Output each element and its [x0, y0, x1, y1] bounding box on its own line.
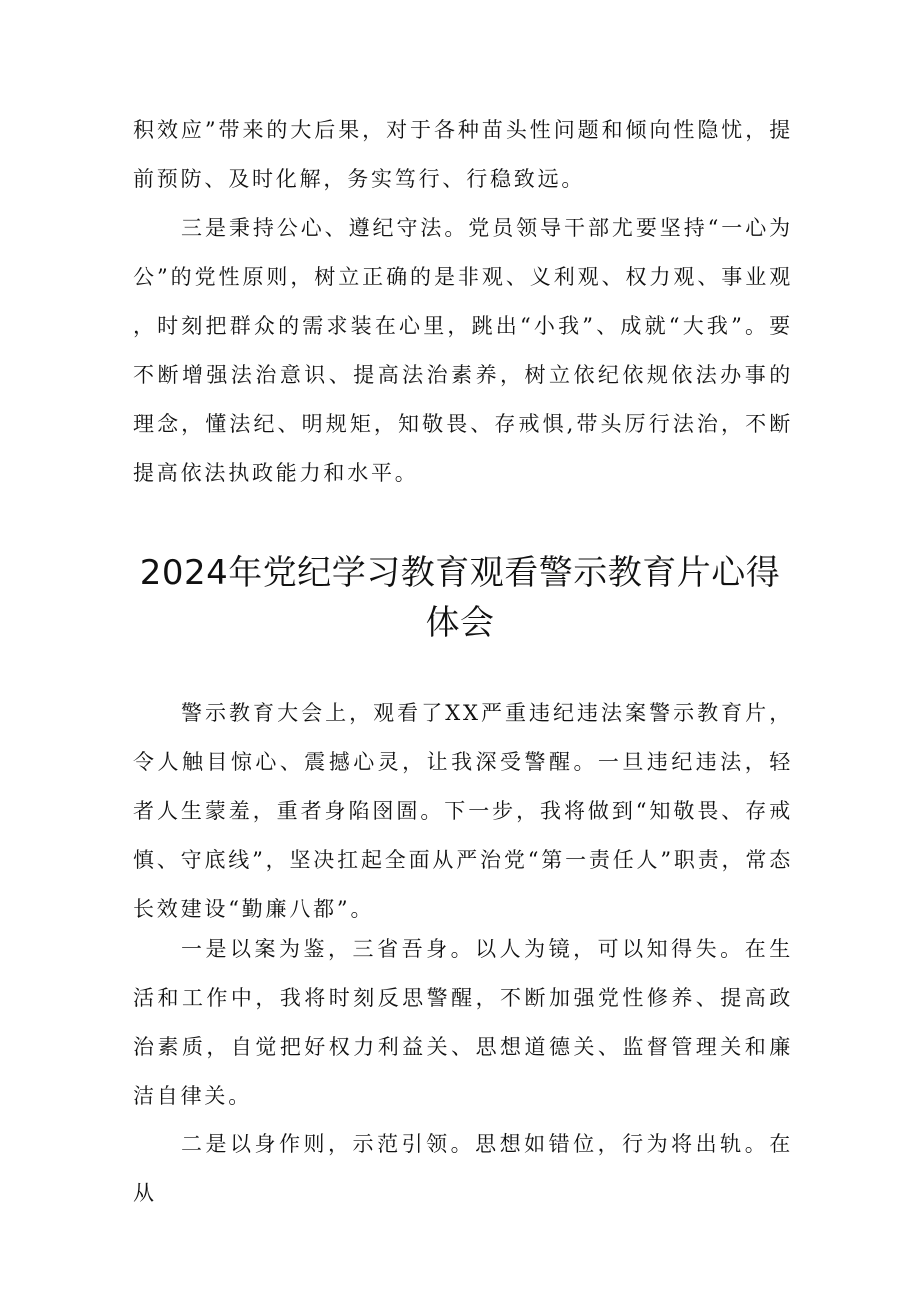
- document-title: [120, 548, 800, 648]
- paragraph-point-two: 二是以身作则，示范引领。思想如错位，行为将出轨。在从: [133, 1132, 793, 1205]
- title-line-2: 体会: [425, 603, 495, 643]
- paragraph-point-one: 一是以案为鉴，三省吾身。以人为镜，可以知得失。在生活和工作中，我将时刻反思警醒，不断加强党性修养、提高政治素质，自觉把好权力利益关、思想道德关、监督管理关和廉洁自律关。: [133, 937, 793, 1108]
- paragraph-intro: 警示教育大会上，观看了XX严重违纪违法案警示教育片，令人触目惊心、震撼心灵，让我深受警醒。一旦违纪违法，轻者人生蒙羞，重者身陷囹圄。下一步，我将做到“知敬畏、存戒慎、守底线”，坚决扛起全面从严治党“第一责任人”职责，常态长效建设“勤廉八都”。: [133, 701, 793, 921]
- title-line-1: 2024年党纪学习教育观看警示教育片心得: [139, 553, 781, 593]
- paragraph-continued: 积效应”带来的大后果，对于各种苗头性问题和倾向性隐忧，提前预防、及时化解，务实笃行、行稳致远。: [133, 118, 793, 191]
- paragraph-point-three: 三是秉持公心、遵纪守法。党员领导干部尤要坚持“一心为公”的党性原则，树立正确的是非观、义利观、权力观、事业观，时刻把群众的需求装在心里，跳出“小我”、成就“大我”。要不断增强法治意识、提高法治素养，树立依纪依规依法办事的理念，懂法纪、明规矩，知敬畏、存戒惧,带头厉行法治，不断提高依法执政能力和水平。: [133, 216, 793, 485]
